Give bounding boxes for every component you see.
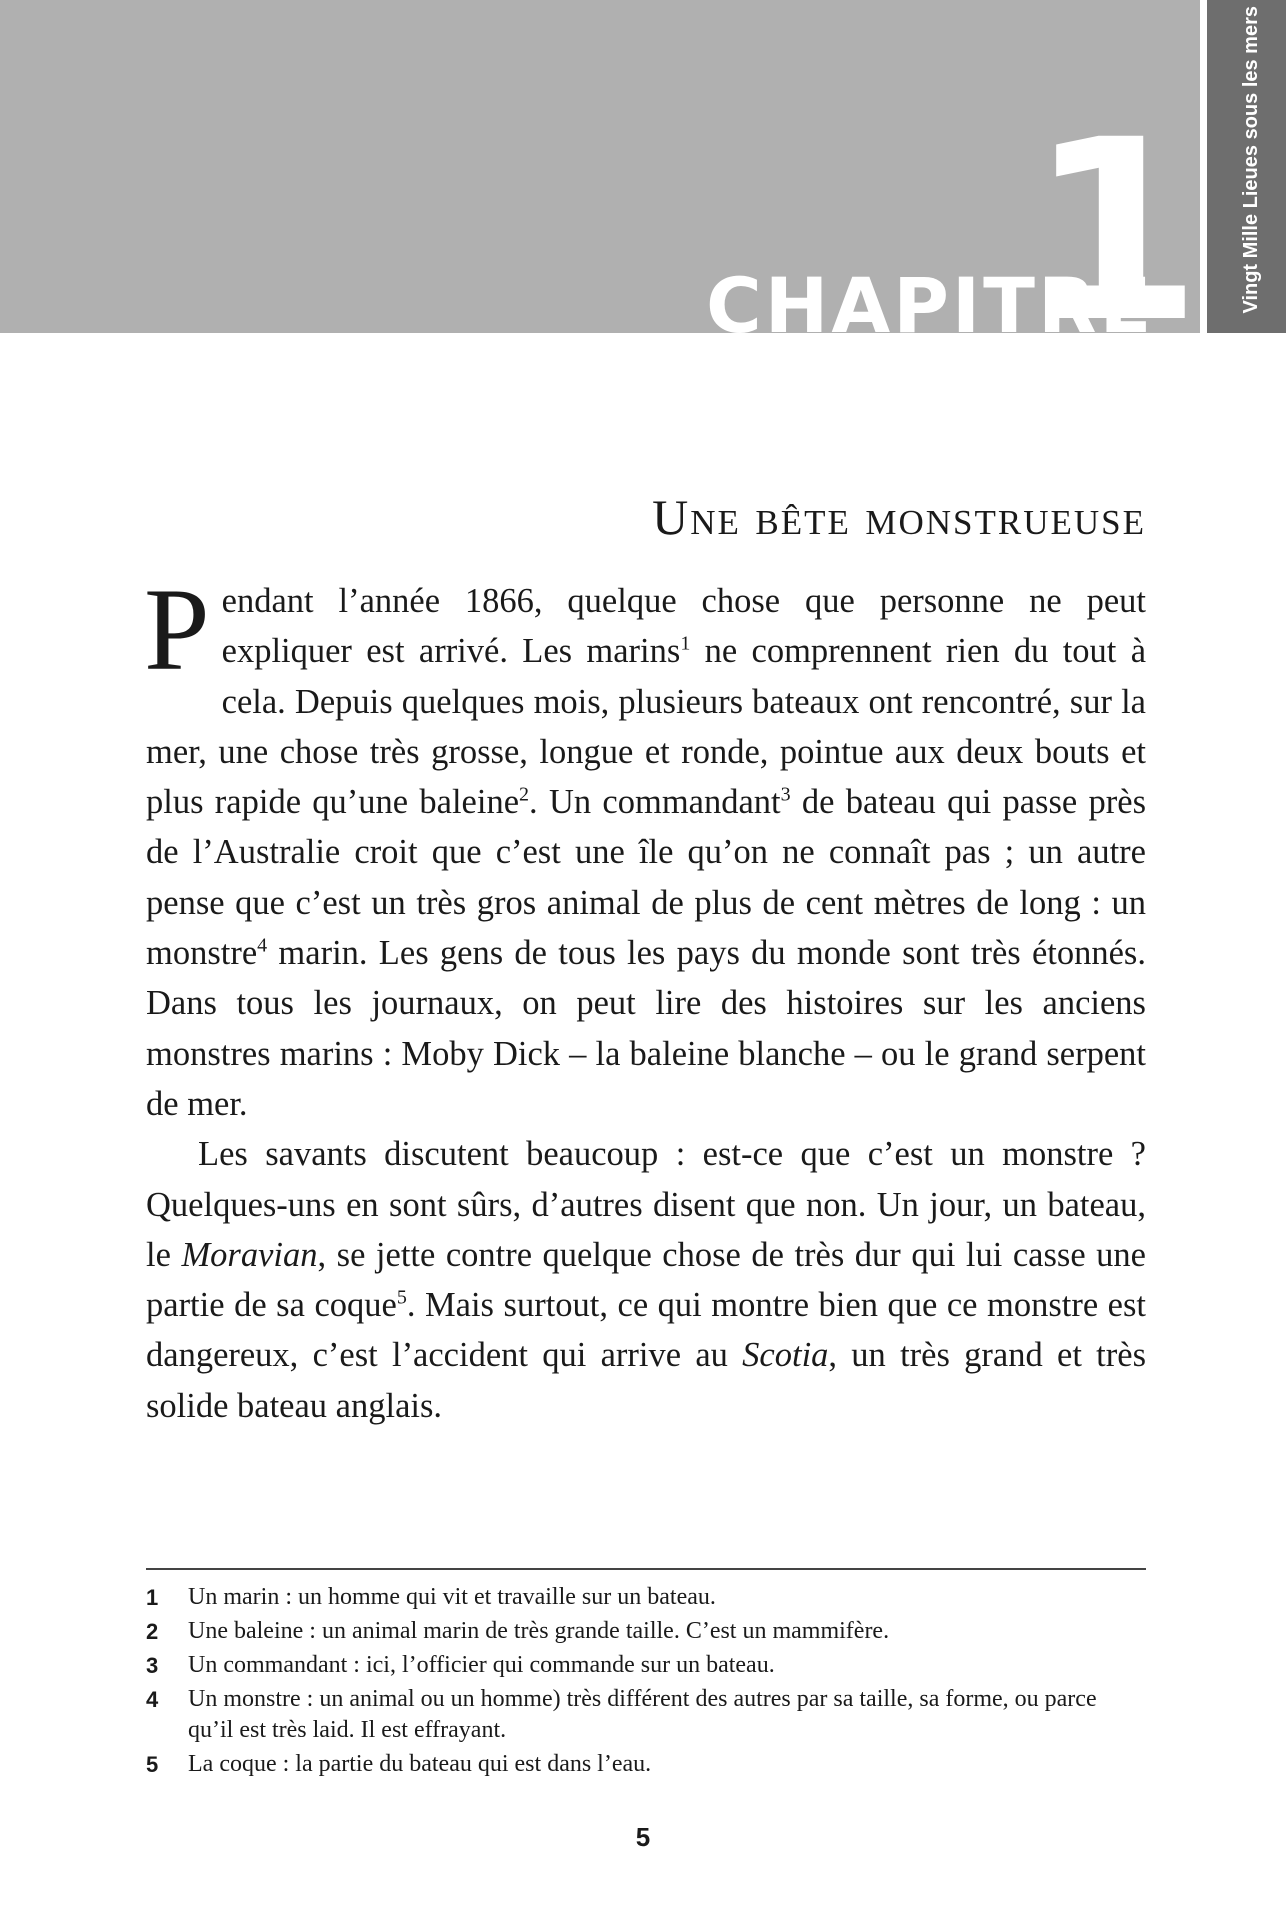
chapter-header-band	[0, 0, 1202, 350]
ship-name: Scotia	[742, 1336, 829, 1375]
footnotes	[146, 1582, 1146, 1783]
text-span: . Mais surtout, ce qui montre bien que ce monstre est dangereux, c’est l’accident qui arrive au	[146, 1286, 1147, 1375]
footnote-number: 2	[146, 1619, 159, 1644]
footnote	[146, 1650, 1146, 1681]
footnote	[146, 1684, 1146, 1746]
footnote-number: 3	[146, 1653, 159, 1678]
body-text	[144, 564, 1147, 1431]
footnote-ref[interactable]: 5	[396, 1286, 407, 1309]
text-span: endant l’année 1866, quelque chose que personne ne peut expliquer est arrivé. Les marins	[221, 582, 1146, 671]
footnote-ref[interactable]: 2	[519, 783, 530, 806]
text-span: , se jette contre quelque chose de très dur qui lui casse une partie de sa coque	[146, 1235, 1146, 1325]
footnote-text: Un commandant : ici, l’officier qui commande sur un bateau.	[188, 1652, 775, 1678]
text-span: ne comprennent rien du tout à cela. Depuis quelques mois, plusieurs bateaux ont rencontré, sur la mer, une chose très grosse, longue et ronde, pointue aux deux bouts et plus rapide qu’une baleine	[146, 632, 1147, 822]
page-number: 5	[635, 1822, 651, 1852]
footnote-ref[interactable]: 1	[680, 632, 691, 655]
text-span: marin. Les gens de tous les pays du monde sont très étonnés. Dans tous les journaux, on peut lire des histoires sur les anciens monstres marins : Moby Dick – la baleine blanche – ou le grand serpent de mer.	[146, 934, 1146, 1123]
footnote-text: Un monstre : un animal ou un homme) très différent des autres par sa taille, sa forme, ou parce qu’il est très laid. Il est effrayant.	[188, 1686, 1097, 1743]
footnote-number: 4	[146, 1687, 159, 1712]
footnote	[146, 1749, 1146, 1780]
footnote	[146, 1582, 1146, 1613]
chapter-label: CHAPITRE	[706, 261, 1155, 350]
paragraph-1	[144, 564, 1147, 1129]
book-title-tab: Vingt Mille Lieues sous les mers	[1240, 6, 1262, 314]
chapter-title: Une bête monstrueuse	[652, 489, 1146, 545]
footnote-number: 5	[146, 1752, 159, 1777]
text-span: , un très grand et très solide bateau anglais.	[146, 1336, 1146, 1425]
footnote-text: La coque : la partie du bateau qui est dans l’eau.	[188, 1751, 652, 1777]
footnote-ref[interactable]: 3	[780, 783, 791, 806]
footnote-divider	[146, 1568, 1146, 1570]
footnote-ref[interactable]: 4	[257, 934, 268, 957]
footnote	[146, 1616, 1146, 1647]
drop-cap: P	[144, 564, 210, 695]
chapter-number: 1	[1028, 132, 1202, 333]
text-span: Les savants discutent beaucoup : est-ce que c’est un monstre ? Quelques-uns en sont sûrs, d’autres disent que non. Un jour, un bateau, le	[146, 1135, 1146, 1274]
footnote-text: Un marin : un homme qui vit et travaille sur un bateau.	[188, 1584, 716, 1610]
text-span: de bateau qui passe près de l’Australie croit que c’est une île qu’on ne connaît pas ; un autre pense que c’est un très gros animal de plus de cent mètres de long : un monstre	[146, 783, 1147, 973]
footnote-text: Une baleine : un animal marin de très grande taille. C’est un mammifère.	[188, 1618, 890, 1644]
paragraph-2	[146, 1129, 1146, 1431]
ship-name: Moravian	[181, 1235, 318, 1274]
footnote-number: 1	[146, 1585, 159, 1610]
text-span: . Un commandant	[529, 783, 781, 822]
